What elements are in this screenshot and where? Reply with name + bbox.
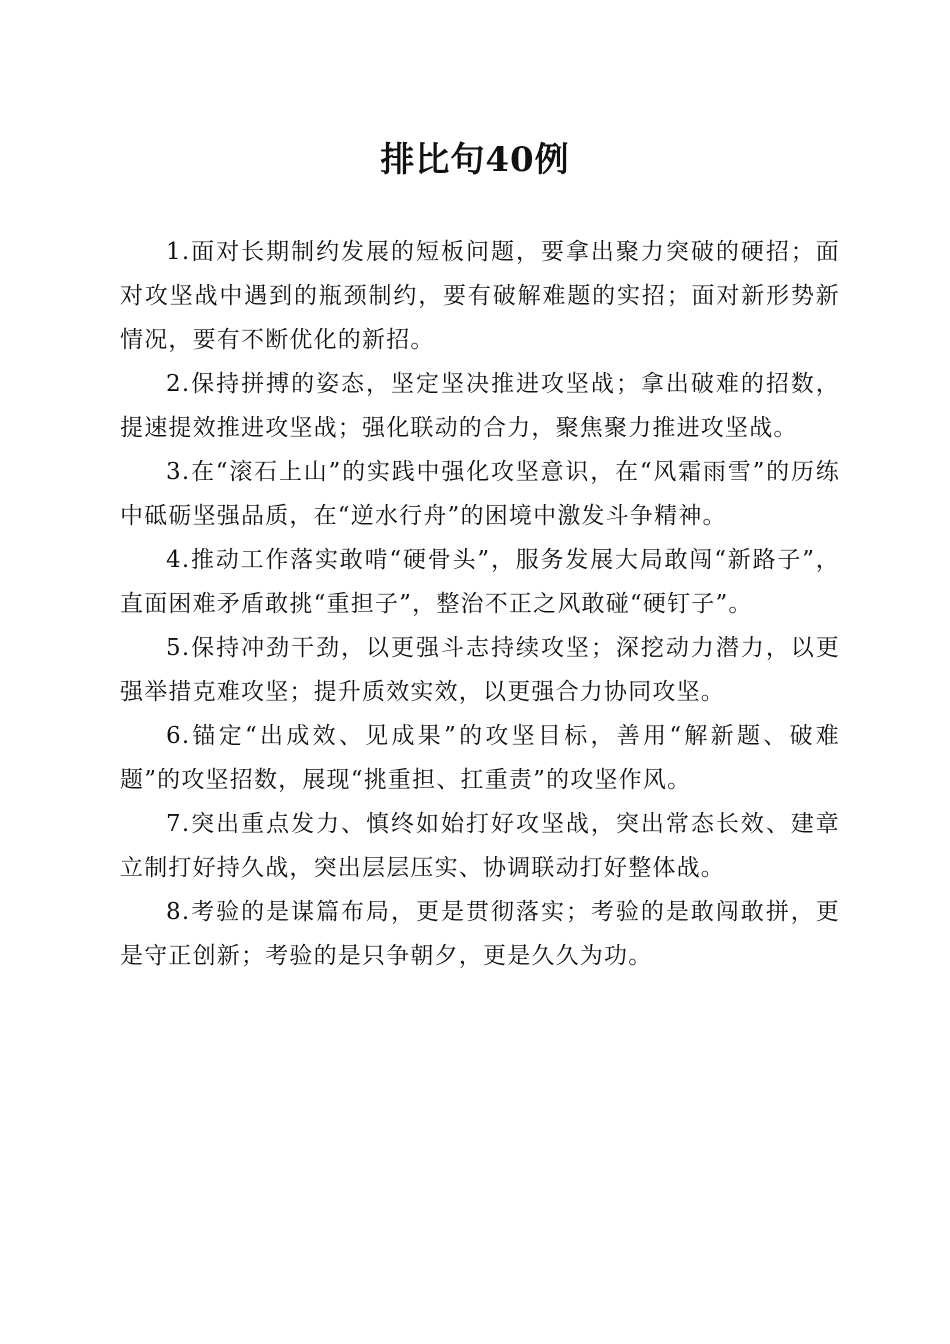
- document-body: [120, 230, 840, 978]
- paragraph-7: 7.突出重点发力、慎终如始打好攻坚战，突出常态长效、建章立制打好持久战，突出层层压实、协调联动打好整体战。: [120, 811, 840, 881]
- document-title: 排比句40例: [380, 140, 570, 180]
- paragraph-8: 8.考验的是谋篇布局，更是贯彻落实；考验的是敢闯敢拼，更是守正创新；考验的是只争朝夕，更是久久为功。: [120, 899, 840, 969]
- paragraph-5: 5.保持冲劲干劲，以更强斗志持续攻坚；深挖动力潜力，以更强举措克难攻坚；提升质效实效，以更强合力协同攻坚。: [120, 635, 840, 705]
- paragraph-4: 4.推动工作落实敢啃“硬骨头”，服务发展大局敢闯“新路子”，直面困难矛盾敢挑“重担子”，整治不正之风敢碰“硬钉子”。: [120, 547, 840, 617]
- paragraph-3: 3.在“滚石上山”的实践中强化攻坚意识，在“风霜雨雪”的历练中砥砺坚强品质，在“逆水行舟”的困境中激发斗争精神。: [120, 459, 840, 529]
- paragraph-2: 2.保持拼搏的姿态，坚定坚决推进攻坚战；拿出破难的招数，提速提效推进攻坚战；强化联动的合力，聚焦聚力推进攻坚战。: [120, 371, 840, 441]
- paragraph-1: 1.面对长期制约发展的短板问题，要拿出聚力突破的硬招；面对攻坚战中遇到的瓶颈制约，要有破解难题的实招；面对新形势新情况，要有不断优化的新招。: [120, 239, 840, 353]
- paragraph-6: 6.锚定“出成效、见成果”的攻坚目标，善用“解新题、破难题”的攻坚招数，展现“挑重担、扛重责”的攻坚作风。: [120, 723, 840, 793]
